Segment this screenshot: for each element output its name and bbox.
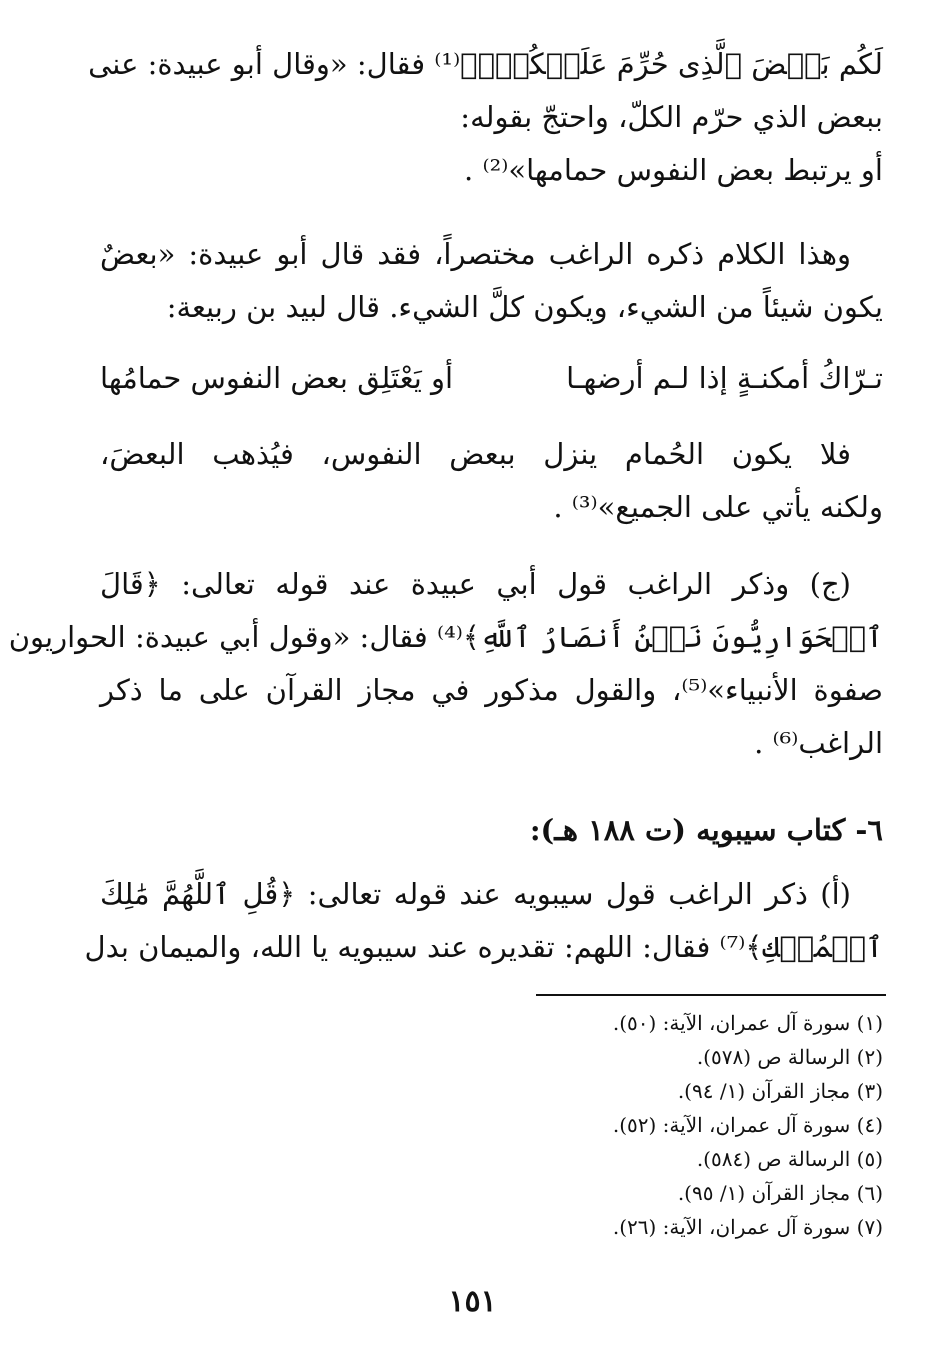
paragraph-sibawayh-allahumma — [84, 868, 883, 974]
text-line: فلا يكون الحُمام ينزل ببعض النفوس، فيُذهب البعضَ، — [100, 437, 851, 471]
text-line: لَكُم بَعۡضَ ٱلَّذِى حُرِّمَ عَلَيۡكُمۡۚ﴾⁽¹⁾ فقال: «وقال أبو عبيدة: عنى — [88, 47, 883, 81]
text-line: الراغب⁽⁶⁾ . — [754, 726, 883, 760]
section-heading-sibawayh: ٦- كتاب سيبويه (ت ١٨٨ هـ): — [529, 813, 883, 847]
footnote-item: (٥) الرسالة ص (٥٨٤). — [696, 1147, 883, 1171]
paragraph-raghib-summary — [100, 228, 883, 334]
footnotes — [483, 1006, 883, 1244]
page-number: ١٥١ — [448, 1284, 497, 1319]
text-line: ولكنه يأتي على الجميع»⁽³⁾ . — [553, 490, 883, 524]
footnote-item: (٣) مجاز القرآن (١/ ٩٤). — [677, 1079, 883, 1103]
footnote-separator — [536, 994, 886, 996]
text-line: وهذا الكلام ذكره الراغب مختصراً، فقد قال أبو عبيدة: «بعضٌ — [100, 237, 851, 271]
poetry-verse — [100, 352, 883, 405]
paragraph-verse-explanation — [100, 428, 883, 534]
text-line: أو يرتبط بعض النفوس حمامها»⁽²⁾ . — [464, 153, 883, 187]
footnote-item: (٤) سورة آل عمران، الآية: (٥٢). — [612, 1113, 883, 1137]
verse-hemistich-first: تـرّاكُ أمكنـةٍ إذا لـم أرضهـا — [566, 361, 883, 395]
text-line: ٱلۡمُلۡكِ﴾⁽⁷⁾ فقال: اللهم: تقديره عند سيبويه يا الله، والميمان بدل — [84, 930, 883, 964]
text-line: (أ) ذكر الراغب قول سيبويه عند قوله تعالى: ﴿قُلِ ٱللَّهُمَّ مَٰلِكَ — [100, 877, 851, 911]
footnote-item: (٧) سورة آل عمران، الآية: (٢٦). — [612, 1215, 883, 1239]
paragraph-hawariyyun — [8, 558, 883, 770]
verse-hemistich-second: أو يَعْتَلِق بعض النفوس حمامُها — [100, 361, 454, 395]
text-line: ٱلۡحَوَارِيُّونَ نَحۡنُ أَنصَارُ ٱللَّهِ﴾⁽⁴⁾ فقال: «وقول أبي عبيدة: الحواريون — [8, 620, 883, 654]
paragraph-abu-ubayda-quote — [88, 38, 883, 197]
text-line: يكون شيئاً من الشيء، ويكون كلَّ الشيء. قال لبيد بن ربيعة: — [166, 290, 883, 324]
footnote-item: (٢) الرسالة ص (٥٧٨). — [696, 1045, 883, 1069]
text-line: صفوة الأنبياء»⁽⁵⁾، والقول مذكور في مجاز القرآن على ما ذكر — [100, 673, 883, 707]
text-line: ببعض الذي حرّم الكلّ، واحتجّ بقوله: — [460, 100, 883, 134]
footnote-item: (١) سورة آل عمران، الآية: (٥٠). — [612, 1011, 883, 1035]
text-line: (ج) وذكر الراغب قول أبي عبيدة عند قوله تعالى: ﴿قَالَ — [100, 567, 851, 601]
footnote-item: (٦) مجاز القرآن (١/ ٩٥). — [677, 1181, 883, 1205]
